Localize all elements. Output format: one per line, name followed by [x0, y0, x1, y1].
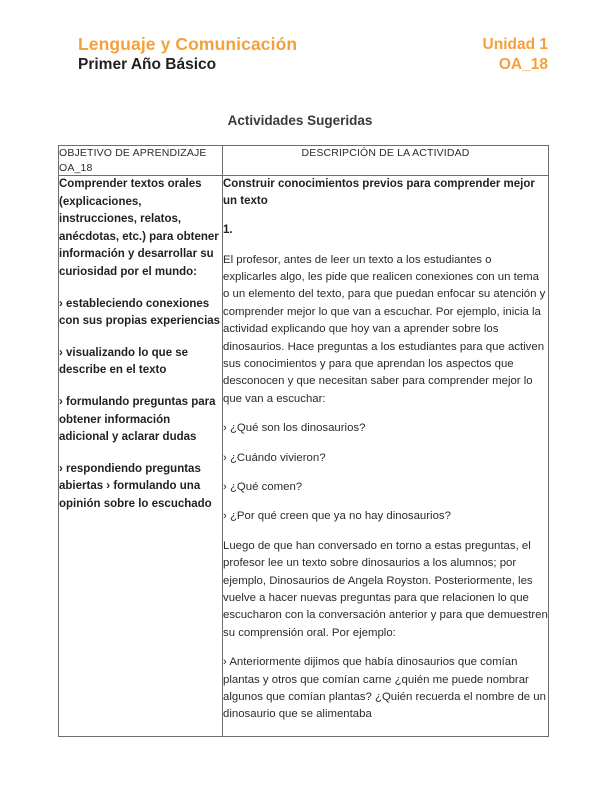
objective-text — [59, 176, 222, 514]
table-header-row-group — [59, 146, 549, 176]
objective-bullet-0: › estableciendo conexiones con sus propias experiencias — [59, 297, 221, 328]
table-row — [59, 176, 549, 737]
activity-question-1-2: › ¿Qué comen? — [223, 480, 303, 493]
objective-intro: Comprender textos orales (explicaciones, instrucciones, relatos, anécdotas, etc.) para obtener información y desarrollar su curiosidad por el mundo: — [59, 178, 219, 278]
column-header-activity: DESCRIPCIÓN DE LA ACTIVIDAD — [223, 146, 549, 176]
subject-title: Lenguaje y Comunicación — [78, 34, 298, 54]
table-body — [59, 176, 549, 737]
activity-cell — [223, 176, 549, 737]
objective-bullet-3: › respondiendo preguntas abiertas › formulando una opinión sobre lo escuchado — [59, 462, 212, 510]
activity-question-2-0: › Anteriormente dijimos que había dinosaurios que comían plantas y otros que comían carne ¿quién me puede nombrar algunos que comían plantas? ¿Quién recuerda el nombre de un dinosaurio que se alimentaba — [223, 656, 546, 721]
objective-bullet-2: › formulando preguntas para obtener información adicional y aclarar dudas — [59, 395, 216, 444]
unit-label: Unidad 1 — [482, 36, 548, 53]
activity-lead-title: Construir conocimientos previos para comprender mejor un texto — [223, 178, 535, 207]
grade-title: Primer Año Básico — [78, 56, 217, 73]
activities-table — [58, 145, 549, 737]
activity-paragraph-1: El profesor, antes de leer un texto a los estudiantes o explicarles algo, les pide que realicen conexiones con un tema o un elemento del texto, para que puedan enfocar su atención y comprender mejor lo que van a escuchar. Por ejemplo, inicia la actividad explicando que hoy van a aprender sobre los dinosaurios. Hace preguntas a los estudiantes para que activen sus conocimientos y para que aprendan los aspectos que desconocen y que necesitan saber para comprender mejor lo que van a escuchar: — [223, 253, 546, 405]
activity-number: 1. — [223, 224, 233, 236]
header-right-block — [483, 34, 548, 75]
column-header-objective: OBJETIVO DE APRENDIZAJE OA_18 — [59, 146, 223, 176]
document-header — [0, 34, 600, 84]
activity-question-1-3: › ¿Por qué creen que ya no hay dinosaurios? — [223, 510, 451, 523]
activity-question-1-0: › ¿Qué son los dinosaurios? — [223, 422, 366, 435]
objective-bullet-1: › visualizando lo que se describe en el texto — [59, 346, 189, 377]
header-left-block — [78, 34, 297, 75]
oa-code-label: OA_18 — [498, 56, 548, 73]
activity-question-1-1: › ¿Cuándo vivieron? — [223, 451, 326, 464]
section-heading: Actividades Sugeridas — [227, 113, 373, 128]
objective-cell — [59, 176, 223, 737]
activity-paragraph-2: Luego de que han conversado en torno a estas preguntas, el profesor lee un texto sobre dinosaurios a los alumnos; por ejemplo, Dinosaurios de Angela Royston. Posteriormente, les vuelve a hacer nuevas preguntas para que relacionen lo que escucharon con la conversación anterior y para que demuestren su comprensión oral. Por ejemplo: — [223, 539, 548, 639]
table-header-row — [59, 146, 549, 176]
